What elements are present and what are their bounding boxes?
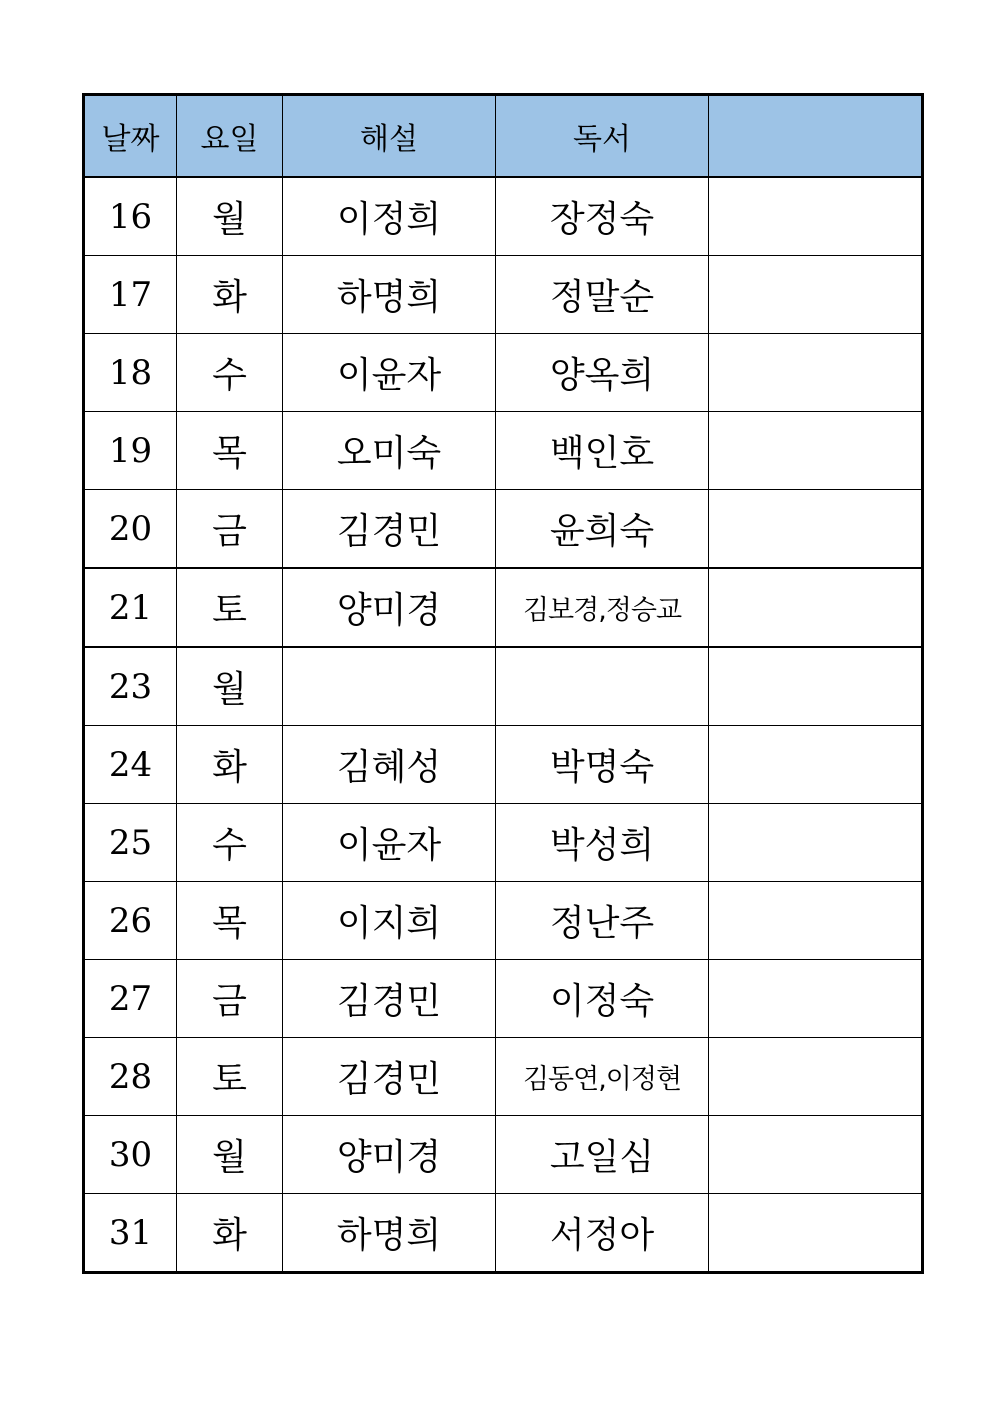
table-row [84, 647, 923, 726]
date-cell: 27 [84, 960, 177, 1038]
day-cell: 월 [177, 647, 283, 726]
commentary-cell: 김경민 [283, 960, 496, 1038]
extra-cell [709, 334, 923, 412]
commentary-cell [283, 647, 496, 726]
date-cell: 30 [84, 1116, 177, 1194]
date-cell: 16 [84, 177, 177, 256]
day-cell: 수 [177, 334, 283, 412]
day-cell: 월 [177, 1116, 283, 1194]
extra-cell [709, 726, 923, 804]
day-cell: 화 [177, 726, 283, 804]
extra-cell [709, 1116, 923, 1194]
table-row [84, 177, 923, 256]
day-cell: 수 [177, 804, 283, 882]
commentary-cell: 양미경 [283, 1116, 496, 1194]
reading-cell: 고일심 [496, 1116, 709, 1194]
commentary-cell: 이윤자 [283, 804, 496, 882]
commentary-cell: 오미숙 [283, 412, 496, 490]
day-cell: 화 [177, 1194, 283, 1273]
day-cell: 목 [177, 412, 283, 490]
extra-cell [709, 882, 923, 960]
extra-cell [709, 1194, 923, 1273]
extra-cell [709, 804, 923, 882]
reading-cell: 서정아 [496, 1194, 709, 1273]
table-row [84, 490, 923, 569]
day-cell: 목 [177, 882, 283, 960]
reading-cell: 양옥희 [496, 334, 709, 412]
reading-cell: 백인호 [496, 412, 709, 490]
table-row [84, 1038, 923, 1116]
table-row [84, 568, 923, 647]
commentary-cell: 김혜성 [283, 726, 496, 804]
commentary-cell: 하명희 [283, 256, 496, 334]
commentary-cell: 양미경 [283, 568, 496, 647]
commentary-cell: 김경민 [283, 490, 496, 569]
header-reading: 독서 [496, 95, 709, 178]
date-cell: 31 [84, 1194, 177, 1273]
commentary-cell: 이지희 [283, 882, 496, 960]
day-cell: 토 [177, 568, 283, 647]
reading-cell: 김보경,정승교 [496, 568, 709, 647]
date-cell: 17 [84, 256, 177, 334]
reading-cell [496, 647, 709, 726]
table-row [84, 1194, 923, 1273]
header-date: 날짜 [84, 95, 177, 178]
date-cell: 24 [84, 726, 177, 804]
date-cell: 21 [84, 568, 177, 647]
date-cell: 23 [84, 647, 177, 726]
date-cell: 18 [84, 334, 177, 412]
date-cell: 20 [84, 490, 177, 569]
extra-cell [709, 568, 923, 647]
date-cell: 26 [84, 882, 177, 960]
extra-cell [709, 1038, 923, 1116]
header-extra [709, 95, 923, 178]
extra-cell [709, 647, 923, 726]
day-cell: 토 [177, 1038, 283, 1116]
extra-cell [709, 412, 923, 490]
date-cell: 19 [84, 412, 177, 490]
table-row [84, 412, 923, 490]
commentary-cell: 김경민 [283, 1038, 496, 1116]
table-row [84, 726, 923, 804]
table-row [84, 960, 923, 1038]
day-cell: 화 [177, 256, 283, 334]
commentary-cell: 이윤자 [283, 334, 496, 412]
day-cell: 금 [177, 960, 283, 1038]
extra-cell [709, 490, 923, 569]
date-cell: 28 [84, 1038, 177, 1116]
table-row [84, 334, 923, 412]
commentary-cell: 하명희 [283, 1194, 496, 1273]
table-row [84, 804, 923, 882]
day-cell: 월 [177, 177, 283, 256]
reading-cell: 박명숙 [496, 726, 709, 804]
day-cell: 금 [177, 490, 283, 569]
reading-cell: 박성희 [496, 804, 709, 882]
commentary-cell: 이정희 [283, 177, 496, 256]
reading-cell: 윤희숙 [496, 490, 709, 569]
table-row [84, 1116, 923, 1194]
header-row [84, 95, 923, 178]
reading-cell: 정난주 [496, 882, 709, 960]
header-commentary: 해설 [283, 95, 496, 178]
table-row [84, 882, 923, 960]
extra-cell [709, 960, 923, 1038]
schedule-table [82, 93, 924, 1274]
reading-cell: 이정숙 [496, 960, 709, 1038]
header-day: 요일 [177, 95, 283, 178]
date-cell: 25 [84, 804, 177, 882]
reading-cell: 김동연,이정현 [496, 1038, 709, 1116]
extra-cell [709, 177, 923, 256]
reading-cell: 정말순 [496, 256, 709, 334]
extra-cell [709, 256, 923, 334]
reading-cell: 장정숙 [496, 177, 709, 256]
table-row [84, 256, 923, 334]
